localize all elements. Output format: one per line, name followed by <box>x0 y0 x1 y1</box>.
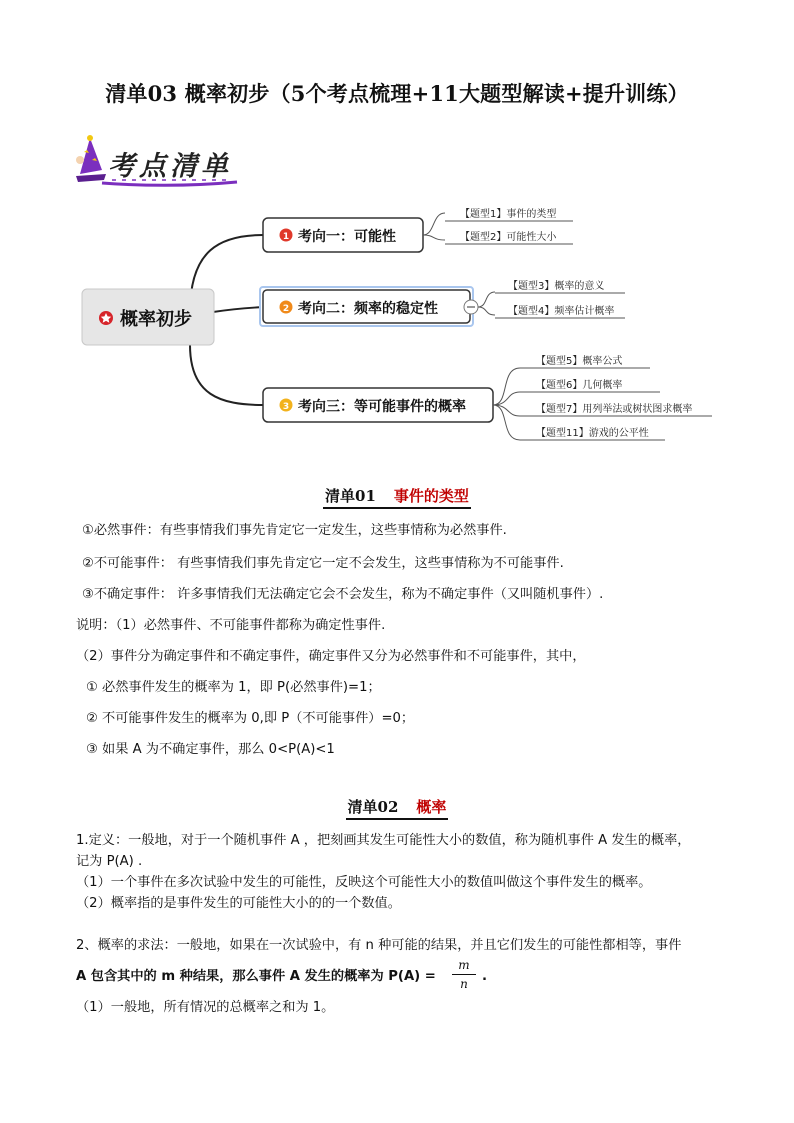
wizard-icon <box>76 135 106 182</box>
topic-6: 【题型6】几何概率 <box>536 380 623 391</box>
section-1-header <box>0 485 794 509</box>
fraction-numerator: m <box>458 958 470 972</box>
note-line: （2）概率指的是事件发生的可能性大小的的一个数值。 <box>76 896 401 911</box>
note-line: （1）一般地，所有情况的总概率之和为 1。 <box>76 1000 335 1015</box>
probability-fraction <box>452 958 476 991</box>
topic-2: 【题型2】可能性大小 <box>460 232 557 243</box>
method-line: A 包含其中的 m 种结果，那么事件 A 发生的概率为 P(A) = <box>76 969 436 984</box>
page-title: 清单03 概率初步（5个考点梳理+11大题型解读+提升训练） <box>105 81 689 106</box>
mind-map <box>60 200 740 450</box>
fraction-denominator: n <box>460 977 468 991</box>
mindmap-branch-3 <box>263 354 712 440</box>
method-line-end: . <box>482 969 488 984</box>
mindmap-branch-2 <box>260 279 625 326</box>
note-line: （1）一个事件在多次试验中发生的可能性，反映这个可能性大小的数值叫做这个事件发生的概率。 <box>76 875 652 890</box>
section-2-number: 清单02 <box>347 798 399 816</box>
list-item: ③ 如果 A 为不确定事件，那么 0<P(A)<1 <box>86 742 335 757</box>
collapse-toggle[interactable] <box>464 300 478 314</box>
definition-line: 1.定义：一般地，对于一个随机事件 A ，把刻画其发生可能性大小的数值，称为随机事件 A 发生的概率， <box>76 833 691 848</box>
branch-1-label: 考向一：可能性 <box>298 229 396 245</box>
mindmap-branch-1 <box>263 207 573 252</box>
badge-title: 考点清单 <box>108 151 232 182</box>
svg-text:2: 2 <box>282 304 290 314</box>
section-2-header <box>0 796 794 820</box>
list-item: ③不确定事件： 许多事情我们无法确定它会不会发生，称为不确定事件（又叫随机事件）. <box>82 587 604 602</box>
topic-7: 【题型7】用列举法或树状图求概率 <box>536 404 693 415</box>
list-item: ① 必然事件发生的概率为 1，即 P(必然事件)=1； <box>86 680 381 695</box>
branch-3-label: 考向三：等可能事件的概率 <box>298 399 466 415</box>
mindmap-root-label: 概率初步 <box>120 309 192 330</box>
list-item: ②不可能事件： 有些事情我们事先肯定它一定不会发生，这些事情称为不可能事件. <box>82 556 564 571</box>
method-line: 2、概率的求法：一般地，如果在一次试验中，有 n 种可能的结果，并且它们发生的可能性都相等，事件 <box>76 938 682 953</box>
mindmap-root <box>82 289 214 345</box>
topic-3: 【题型3】概率的意义 <box>508 281 605 292</box>
svg-text:1: 1 <box>282 232 290 242</box>
list-item: （2）事件分为确定事件和不确定事件，确定事件又分为必然事件和不可能事件，其中， <box>76 649 586 664</box>
list-item: ①必然事件：有些事情我们事先肯定它一定发生，这些事情称为必然事件. <box>82 523 507 538</box>
section-1-number: 清单01 <box>325 487 376 505</box>
list-item: 说明：（1）必然事件、不可能事件都称为确定性事件. <box>76 618 386 633</box>
topic-4: 【题型4】频率估计概率 <box>508 306 615 317</box>
section-2-name: 概率 <box>416 798 447 816</box>
topic-1: 【题型1】事件的类型 <box>460 209 557 220</box>
definition-line: 记为 P(A) . <box>76 854 143 869</box>
topic-11: 【题型11】游戏的公平性 <box>536 428 649 439</box>
branch-2-label: 考向二：频率的稳定性 <box>298 301 438 317</box>
list-item: ② 不可能事件发生的概率为 0,即 P（不可能事件）=0； <box>86 711 415 726</box>
svg-text:3: 3 <box>282 402 290 412</box>
section-1-name: 事件的类型 <box>393 487 469 505</box>
topic-5: 【题型5】概率公式 <box>536 356 623 367</box>
